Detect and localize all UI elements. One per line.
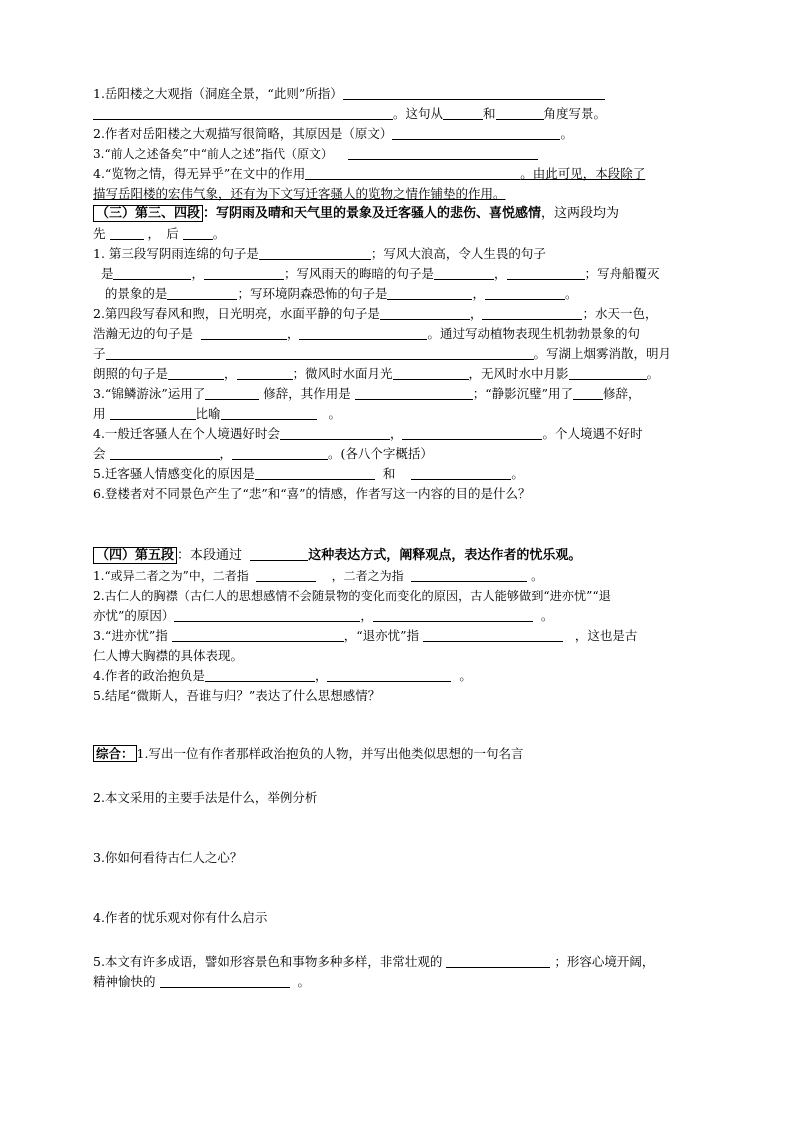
answer-blank[interactable] [110,445,220,460]
s2-q1-line2: 。这句从 和 角度写景。 [93,104,705,124]
answer-blank[interactable] [221,405,317,420]
answer-blank[interactable] [110,405,196,420]
answer-blank[interactable] [305,165,520,180]
s4-q5: 5.结尾“微斯人，吾谁与归？”表达了什么思想感情？ [93,688,381,703]
s3-q2-line3: 子 。写湖上烟雾消散，明月 [93,346,672,361]
worksheet [93,84,705,992]
zh-q5-line1: 5.本文有许多成语，譬如形容景色和事物多种多样，非常壮观的 ；形容心境开阔， [93,954,655,969]
answer-blank[interactable] [299,325,427,340]
answer-blank[interactable] [167,285,237,300]
answer-blank[interactable] [255,465,375,480]
answer-blank[interactable] [327,667,451,682]
answer-blank[interactable] [434,265,494,280]
answer-blank[interactable] [201,325,287,340]
s4-q3-line1: 3.“进亦忧”指 ，“退亦忧”指 ，这也是古 [93,628,638,643]
s2-q2: 2.作者对岳阳楼之大观描写很简略，其原因是（原文） 。 [93,126,573,141]
answer-blank[interactable] [343,85,605,100]
answer-blank[interactable] [237,365,293,380]
answer-blank[interactable] [373,607,533,622]
answer-blank[interactable] [110,225,144,240]
s4-q1: 1.“或异二者之为”中，二者指 ，二者之为指 。 [93,569,544,583]
zh-q1: 综合： 1.写出一位有作者那样政治抱负的人物，并写出他类似思想的一句名言 [93,744,705,764]
section-label: （四）第五段 [93,547,177,564]
answer-blank[interactable] [402,425,542,440]
answer-blank[interactable] [160,973,290,988]
s3-q4-line2: 会 ， 。(各八个字概括） [93,446,433,461]
zh-q3: 3.你如何看待古仁人之心？ [93,850,243,865]
s3-q3-line1: 3.“锦鳞游泳”运用了 修辞，其作用是 ；“静影沉璧”用了 修辞， [93,386,641,401]
s3-q1-line2: 是 ， ；写风雨天的晦暗的句子是 ， ；写舟船覆灭 [100,266,660,281]
answer-blank[interactable] [411,465,511,480]
s3-q2-line2: 浩瀚无边的句子是 ， 。通过写动植物表现生机勃勃景象的句 [93,326,640,341]
s2-q3: 3.“前人之述备矣”中“前人之述”指代（原文） [93,144,705,164]
s3-q4-line1: 4.一般迁客骚人在个人境遇好时会 ， 。个人境遇不好时 [93,426,643,441]
s3-q5: 5.迁客骚人情感变化的原因是 和 。 [93,466,524,481]
answer-blank[interactable] [485,285,565,300]
answer-blank[interactable] [256,567,316,582]
s2-q4-line1: 4.“览物之情，得无异乎”在文中的作用 。由此可见，本段除了 [93,166,646,181]
answer-blank[interactable] [482,305,582,320]
answer-blank[interactable] [205,667,315,682]
s3-order: 先 ， 后 。 [93,226,226,241]
answer-blank[interactable] [507,265,585,280]
answer-blank[interactable] [393,365,469,380]
answer-blank[interactable] [232,445,328,460]
answer-blank[interactable] [168,365,224,380]
answer-blank[interactable] [204,265,284,280]
s4-q2-line1: 2.古仁人的胸襟（古仁人的思想感情不会随景物的变化而变化的原因，古人能够做到“进亦忧”“退 [93,589,611,603]
answer-blank[interactable] [392,125,560,140]
s4-q2-line2: 亦忧”的原因） ， 。 [93,608,554,623]
s3-heading: （三）第三、四段 ：写阴雨及晴和天气里的景象及迁客骚人的悲伤、喜悦感情，这两段均为 [93,204,705,224]
answer-blank[interactable] [355,385,473,400]
s3-q1-line1: 1. 第三段写阴雨连绵的句子是 ；写风大浪高，令人生畏的句子 [93,246,546,261]
answer-blank[interactable] [172,627,344,642]
answer-blank[interactable] [250,546,308,561]
s4-heading: （四）第五段 ：本段通过 这种表达方式，阐释观点，表达作者的忧乐观。 [93,546,705,566]
answer-blank[interactable] [106,345,534,360]
section-label: 综合： [93,745,137,762]
answer-blank[interactable] [423,627,563,642]
answer-blank[interactable] [387,285,472,300]
question-text: 1.岳阳楼之大观指（洞庭全景，“此则”所指） [93,86,343,101]
answer-blank[interactable] [411,567,527,582]
answer-blank[interactable] [205,385,259,400]
s2-q4-line2: 描写岳阳楼的宏伟气象，还有为下文写迁客骚人的览物之情作铺垫的作用。 [93,186,506,201]
answer-blank[interactable] [280,425,390,440]
s2-q1-line1 [93,84,705,104]
zh-q2: 2.本文采用的主要手法是什么，举例分析 [93,790,318,805]
s3-q2-line4: 朗照的句子是 ， ；微风时水面月光 ，无风时水中月影 。 [93,366,660,381]
zh-q4: 4.作者的忧乐观对你有什么启示 [93,910,268,925]
answer-blank[interactable] [380,305,470,320]
s3-q6: 6.登楼者对不同景色产生了“悲”和“喜”的情感，作者写这一内容的目的是什么？ [93,486,531,501]
s4-q3-line2: 仁人博大胸襟的具体表现。 [93,648,244,663]
answer-blank[interactable] [259,245,371,260]
answer-blank[interactable] [174,607,360,622]
s3-q2-line1: 2.第四段写春风和煦，日光明亮，水面平静的句子是 ， ；水天一色， [93,306,658,321]
answer-blank[interactable] [446,953,550,968]
answer-blank[interactable] [113,265,191,280]
answer-blank[interactable] [348,145,538,160]
s3-q3-line2: 用 比喻 。 [93,406,341,421]
answer-blank[interactable] [573,385,603,400]
answer-blank[interactable] [93,105,393,120]
answer-blank[interactable] [569,365,647,380]
s3-q1-line3: 的景象的是 ；写环境阴森恐怖的句子是 ， 。 [104,286,578,301]
section-label: （三）第三、四段 [93,205,203,222]
zh-q5-line2: 精神愉快的 。 [93,974,310,989]
answer-blank[interactable] [496,105,544,120]
s4-q4: 4.作者的政治抱负是 ， 。 [93,668,472,683]
answer-blank[interactable] [183,225,213,240]
answer-blank[interactable] [443,105,483,120]
